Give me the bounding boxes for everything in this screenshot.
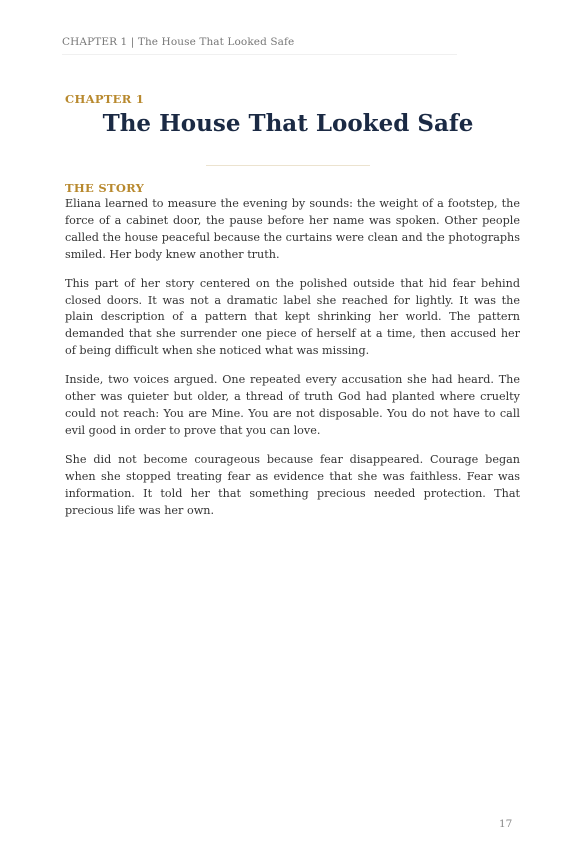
- page-number: 17: [499, 818, 513, 830]
- section-label: THE STORY: [65, 181, 145, 195]
- paragraph: This part of her story centered on the polished outside that hid fear behind closed doors. It was not a dramatic label she reached for lightly. It was the plain description of a pattern that kept shrinking her world. The pattern demanded that she surrender one piece of herself at a time, then accused her of being difficult when she noticed what was missing.: [65, 276, 520, 358]
- paragraph: She did not become courageous because fear disappeared. Courage began when she stopped treating fear as evidence that she was faithless. Fear was information. It told her that something precious needed protection. That precious life was her own.: [65, 452, 520, 517]
- title-divider: [206, 165, 370, 166]
- paragraph: Inside, two voices argued. One repeated every accusation she had heard. The other was quieter but older, a thread of truth God had planted where cruelty could not reach: You are Mine. You are not disposable. You do not have to call evil good in order to prove that you can love.: [65, 373, 520, 437]
- paragraph: Eliana learned to measure the evening by sounds: the weight of a footstep, the force of a cabinet door, the pause before her name was spoken. Other people called the house peaceful because the curtains were clean and the photographs smiled. Her body knew another truth.: [65, 197, 520, 261]
- chapter-label: CHAPTER 1: [65, 92, 145, 106]
- chapter-title: The House That Looked Safe: [102, 110, 474, 137]
- story-body: [65, 196, 520, 531]
- running-header: CHAPTER 1 | The House That Looked Safe: [62, 36, 295, 48]
- header-divider: [62, 54, 457, 55]
